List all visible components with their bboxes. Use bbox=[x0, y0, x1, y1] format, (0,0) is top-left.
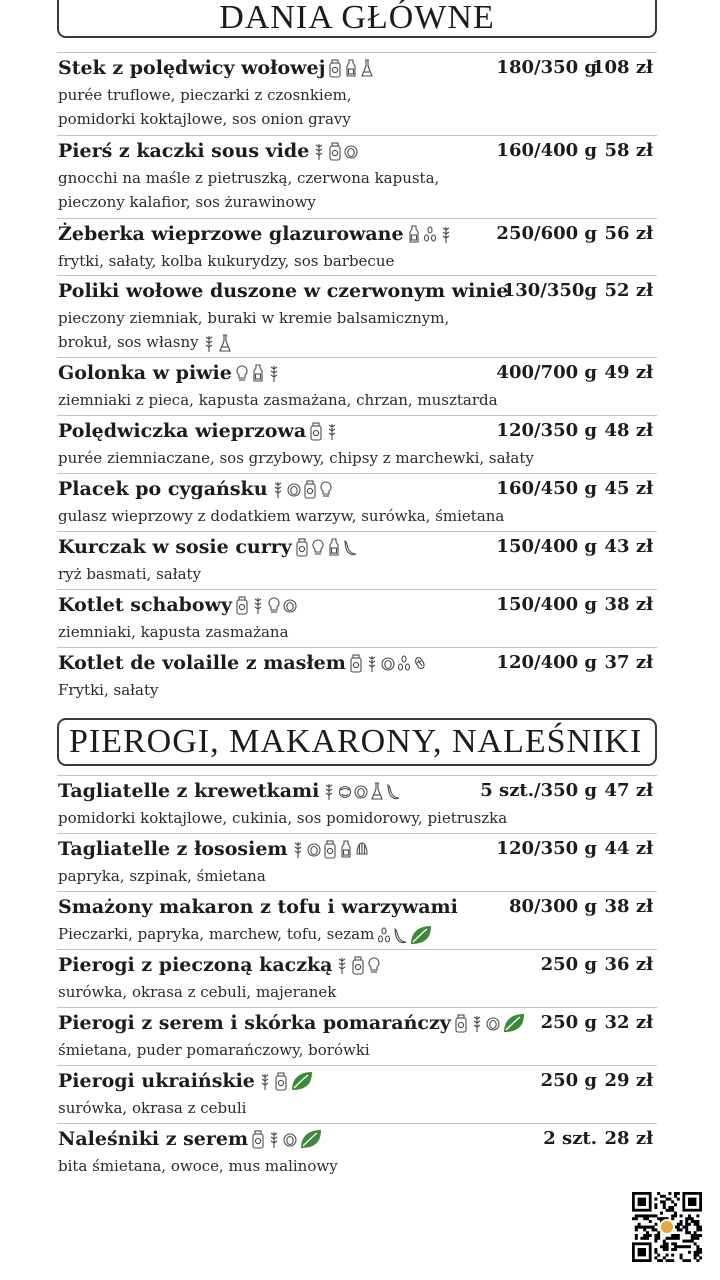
menu-item-weight: 150/400 g bbox=[496, 594, 597, 615]
section-header-main-dishes bbox=[57, 0, 657, 38]
menu-item-price: 58 zł bbox=[604, 140, 653, 161]
menu-item bbox=[57, 357, 657, 412]
vegan-leaf-icon bbox=[290, 1070, 314, 1092]
menu-item bbox=[57, 531, 657, 586]
egg-icon bbox=[354, 782, 368, 801]
menu-item-name bbox=[58, 594, 297, 616]
menu-item-weight: 160/400 g bbox=[496, 140, 597, 161]
menu-item-description bbox=[57, 678, 657, 702]
allergen-icons bbox=[349, 654, 427, 673]
description-text: purée ziemniaczane, sos grzybowy, chipsy z marchewki, sałaty bbox=[58, 449, 534, 467]
description-text: pieczony kalafior, sos żurawinowy bbox=[58, 193, 316, 211]
menu-item-price: 52 zł bbox=[604, 280, 653, 301]
allergen-icons bbox=[322, 782, 400, 801]
menu-item bbox=[57, 775, 657, 830]
allergen-icons bbox=[251, 1128, 323, 1150]
menu-item bbox=[57, 135, 657, 214]
menu-item-description bbox=[57, 1096, 657, 1120]
menu-item-name bbox=[58, 223, 453, 245]
menu-item-weight: 250 g bbox=[540, 1012, 597, 1033]
menu-item bbox=[57, 833, 657, 888]
gluten-wheat-icon bbox=[267, 364, 281, 383]
menu-item-weight: 120/400 g bbox=[496, 652, 597, 673]
menu-item-description bbox=[57, 306, 657, 330]
allergen-icons bbox=[328, 59, 374, 78]
description-text: gulasz wieprzowy z dodatkiem warzyw, surówka, śmietana bbox=[58, 507, 505, 525]
menu-item-name-text: Tagliatelle z krewetkami bbox=[58, 780, 320, 802]
gluten-wheat-icon bbox=[322, 782, 336, 801]
allergen-icons bbox=[258, 1070, 314, 1092]
menu-item-price: 29 zł bbox=[604, 1070, 653, 1091]
description-text: Frytki, sałaty bbox=[58, 681, 159, 699]
menu-item-price: 56 zł bbox=[604, 223, 653, 244]
menu-item-name-text: Poliki wołowe duszone w czerwonym winie bbox=[58, 280, 509, 302]
gluten-wheat-icon bbox=[267, 1130, 281, 1149]
menu-item-name bbox=[58, 780, 400, 802]
menu-item bbox=[57, 1007, 657, 1062]
description-text: bita śmietana, owoce, mus malinowy bbox=[58, 1157, 338, 1175]
gluten-wheat-icon bbox=[335, 956, 349, 975]
menu-item-name-text: Pierogi ukraińskie bbox=[58, 1070, 255, 1092]
menu-item-name-text: Stek z polędwicy wołowej bbox=[58, 57, 326, 79]
menu-item-price: 38 zł bbox=[604, 594, 653, 615]
lupin-bulb-icon bbox=[267, 596, 281, 615]
allergen-icons bbox=[202, 334, 232, 353]
mustard-jar-icon bbox=[235, 596, 249, 615]
description-text: brokuł, sos własny bbox=[58, 333, 199, 351]
menu-item-weight: 5 szt./350 g bbox=[480, 780, 597, 801]
peanut-icon bbox=[413, 654, 427, 673]
gluten-wheat-icon bbox=[365, 654, 379, 673]
menu-item-name bbox=[58, 478, 333, 500]
menu-item-description bbox=[57, 504, 657, 528]
description-text: purée truflowe, pieczarki z czosnkiem, bbox=[58, 86, 352, 104]
milk-bottle-icon bbox=[339, 840, 353, 859]
menu-item-name bbox=[58, 362, 281, 384]
egg-icon bbox=[287, 480, 301, 499]
celery-flask-icon bbox=[218, 334, 232, 353]
description-text: surówka, okrasa z cebuli bbox=[58, 1099, 247, 1117]
description-text: ziemniaki z pieca, kapusta zasmażana, chrzan, musztarda bbox=[58, 391, 498, 409]
menu-item-description bbox=[57, 249, 657, 273]
menu-item-weight: 150/400 g bbox=[496, 536, 597, 557]
mustard-jar-icon bbox=[251, 1130, 265, 1149]
menu-item bbox=[57, 647, 657, 702]
menu-item bbox=[57, 1123, 657, 1178]
menu-item-name bbox=[58, 1070, 314, 1092]
allergen-icons bbox=[312, 142, 358, 161]
menu-item-name bbox=[58, 838, 369, 860]
gluten-wheat-icon bbox=[202, 334, 216, 353]
description-text: surówka, okrasa z cebuli, majeranek bbox=[58, 983, 337, 1001]
allergen-icons bbox=[309, 422, 339, 441]
description-text: ziemniaki, kapusta zasmażana bbox=[58, 623, 289, 641]
allergen-icons bbox=[271, 480, 333, 499]
allergen-icons bbox=[335, 956, 381, 975]
allergen-icons bbox=[295, 538, 357, 557]
menu-item-name-text: Pierś z kaczki sous vide bbox=[58, 140, 310, 162]
menu-item-description bbox=[57, 922, 657, 946]
menu-item-description bbox=[57, 388, 657, 412]
sesame-icon bbox=[397, 654, 411, 673]
menu-item-description bbox=[57, 980, 657, 1004]
menu-item bbox=[57, 218, 657, 273]
egg-icon bbox=[283, 1130, 297, 1149]
menu-item-price: 36 zł bbox=[604, 954, 653, 975]
menu-item-price: 47 zł bbox=[604, 780, 653, 801]
menu-item-name-text: Pierogi z serem i skórka pomarańczy bbox=[58, 1012, 451, 1034]
section-title: DANIA GŁÓWNE bbox=[219, 0, 495, 36]
mustard-jar-icon bbox=[328, 59, 342, 78]
crustacean-icon bbox=[338, 782, 352, 801]
menu-item bbox=[57, 275, 657, 354]
menu-item-description bbox=[57, 1154, 657, 1178]
menu-item bbox=[57, 52, 657, 131]
menu-item-price: 108 zł bbox=[592, 57, 653, 78]
description-text: ryż basmati, sałaty bbox=[58, 565, 202, 583]
egg-icon bbox=[283, 596, 297, 615]
menu-item-description bbox=[57, 864, 657, 888]
menu-item-weight: 120/350 g bbox=[496, 420, 597, 441]
gluten-wheat-icon bbox=[271, 480, 285, 499]
lupin-bulb-icon bbox=[319, 480, 333, 499]
milk-bottle-icon bbox=[344, 59, 358, 78]
menu-item-price: 44 zł bbox=[604, 838, 653, 859]
menu-item-price: 32 zł bbox=[604, 1012, 653, 1033]
menu-item-price: 45 zł bbox=[604, 478, 653, 499]
menu-item-weight: 120/350 g bbox=[496, 838, 597, 859]
allergen-icons bbox=[377, 924, 433, 946]
menu-item-weight: 2 szt. bbox=[543, 1128, 597, 1149]
fish-shell-icon bbox=[355, 840, 369, 859]
menu-item-name-text: Pierogi z pieczoną kaczką bbox=[58, 954, 333, 976]
egg-icon bbox=[307, 840, 321, 859]
section-title: PIEROGI, MAKARONY, NALEŚNIKI bbox=[69, 723, 643, 760]
milk-bottle-icon bbox=[327, 538, 341, 557]
menu-item-price: 28 zł bbox=[604, 1128, 653, 1149]
allergen-icons bbox=[235, 596, 297, 615]
mustard-jar-icon bbox=[309, 422, 323, 441]
vegan-leaf-icon bbox=[299, 1128, 323, 1150]
menu-item-weight: 80/300 g bbox=[508, 896, 597, 917]
menu-item bbox=[57, 891, 657, 946]
description-text: papryka, szpinak, śmietana bbox=[58, 867, 266, 885]
gluten-wheat-icon bbox=[258, 1072, 272, 1091]
menu-item bbox=[57, 415, 657, 470]
menu-item-weight: 250 g bbox=[540, 1070, 597, 1091]
egg-icon bbox=[344, 142, 358, 161]
menu-item-name bbox=[58, 954, 381, 976]
menu-item-description bbox=[57, 446, 657, 470]
menu-item-description bbox=[57, 330, 657, 354]
description-text: gnocchi na maśle z pietruszką, czerwona kapusta, bbox=[58, 169, 440, 187]
chili-icon bbox=[386, 782, 400, 801]
menu-item bbox=[57, 589, 657, 644]
description-text: Pieczarki, papryka, marchew, tofu, sezam bbox=[58, 925, 375, 943]
lupin-bulb-icon bbox=[311, 538, 325, 557]
mustard-jar-icon bbox=[349, 654, 363, 673]
gluten-wheat-icon bbox=[251, 596, 265, 615]
menu-item-name-text: Placek po cygańsku bbox=[58, 478, 268, 500]
vegan-leaf-icon bbox=[409, 924, 433, 946]
menu-item-name-text: Kotlet schabowy bbox=[58, 594, 232, 616]
menu-item-name bbox=[58, 896, 458, 918]
menu-item bbox=[57, 949, 657, 1004]
menu-item bbox=[57, 1065, 657, 1120]
menu-item-name-text: Kurczak w sosie curry bbox=[58, 536, 292, 558]
menu-item-price: 38 zł bbox=[604, 896, 653, 917]
mustard-jar-icon bbox=[328, 142, 342, 161]
menu-item-description bbox=[57, 562, 657, 586]
description-text: śmietana, puder pomarańczowy, borówki bbox=[58, 1041, 370, 1059]
menu-item-weight: 250 g bbox=[540, 954, 597, 975]
menu-item-name bbox=[58, 536, 357, 558]
menu-item-name-text: Polędwiczka wieprzowa bbox=[58, 420, 307, 442]
gluten-wheat-icon bbox=[312, 142, 326, 161]
menu-item-name-text: Żeberka wieprzowe glazurowane bbox=[58, 223, 404, 245]
gluten-wheat-icon bbox=[291, 840, 305, 859]
milk-bottle-icon bbox=[251, 364, 265, 383]
milk-bottle-icon bbox=[407, 225, 421, 244]
menu-item-name bbox=[58, 140, 358, 162]
menu-item-description bbox=[57, 620, 657, 644]
menu-item-price: 43 zł bbox=[604, 536, 653, 557]
menu-item-description bbox=[57, 806, 657, 830]
menu-item-name-text: Tagliatelle z łososiem bbox=[58, 838, 288, 860]
description-text: frytki, sałaty, kolba kukurydzy, sos barbecue bbox=[58, 252, 395, 270]
menu-item-weight: 160/450 g bbox=[496, 478, 597, 499]
menu-item-description bbox=[57, 107, 657, 131]
menu-item-description bbox=[57, 83, 657, 107]
menu-item-description bbox=[57, 1038, 657, 1062]
qr-logo bbox=[660, 1220, 674, 1234]
mustard-jar-icon bbox=[295, 538, 309, 557]
menu-item-name bbox=[58, 57, 374, 79]
menu-item-name bbox=[58, 652, 427, 674]
menu-item-description bbox=[57, 166, 657, 190]
sesame-icon bbox=[423, 225, 437, 244]
menu-item-price: 49 zł bbox=[604, 362, 653, 383]
menu-item-price: 37 zł bbox=[604, 652, 653, 673]
section-header-pierogi bbox=[57, 718, 657, 766]
menu-item-name bbox=[58, 1128, 323, 1150]
gluten-wheat-icon bbox=[325, 422, 339, 441]
mustard-jar-icon bbox=[303, 480, 317, 499]
lupin-bulb-icon bbox=[235, 364, 249, 383]
menu-item-price: 48 zł bbox=[604, 420, 653, 441]
qr-code[interactable] bbox=[632, 1192, 702, 1262]
menu-item-name-text: Golonka w piwie bbox=[58, 362, 232, 384]
description-text: pieczony ziemniak, buraki w kremie balsamicznym, bbox=[58, 309, 450, 327]
celery-flask-icon bbox=[360, 59, 374, 78]
menu-item-name-text: Kotlet de volaille z masłem bbox=[58, 652, 346, 674]
menu-item-weight: 400/700 g bbox=[496, 362, 597, 383]
menu-item-weight: 250/600 g bbox=[496, 223, 597, 244]
menu-item-weight: 180/350 g bbox=[496, 57, 597, 78]
mustard-jar-icon bbox=[351, 956, 365, 975]
menu-item-name-text: Smażony makaron z tofu i warzywami bbox=[58, 896, 458, 918]
chili-icon bbox=[393, 926, 407, 945]
mustard-jar-icon bbox=[323, 840, 337, 859]
menu-item-name bbox=[58, 420, 339, 442]
chili-icon bbox=[343, 538, 357, 557]
mustard-jar-icon bbox=[274, 1072, 288, 1091]
description-text: pomidorki koktajlowe, sos onion gravy bbox=[58, 110, 351, 128]
menu-item-weight: 130/350g bbox=[502, 280, 597, 301]
menu-item-name-text: Naleśniki z serem bbox=[58, 1128, 249, 1150]
menu-item-description bbox=[57, 190, 657, 214]
description-text: pomidorki koktajlowe, cukinia, sos pomidorowy, pietruszka bbox=[58, 809, 508, 827]
celery-flask-icon bbox=[370, 782, 384, 801]
allergen-icons bbox=[291, 840, 369, 859]
sesame-icon bbox=[377, 926, 391, 945]
menu-item bbox=[57, 473, 657, 528]
allergen-icons bbox=[235, 364, 281, 383]
lupin-bulb-icon bbox=[367, 956, 381, 975]
egg-icon bbox=[381, 654, 395, 673]
